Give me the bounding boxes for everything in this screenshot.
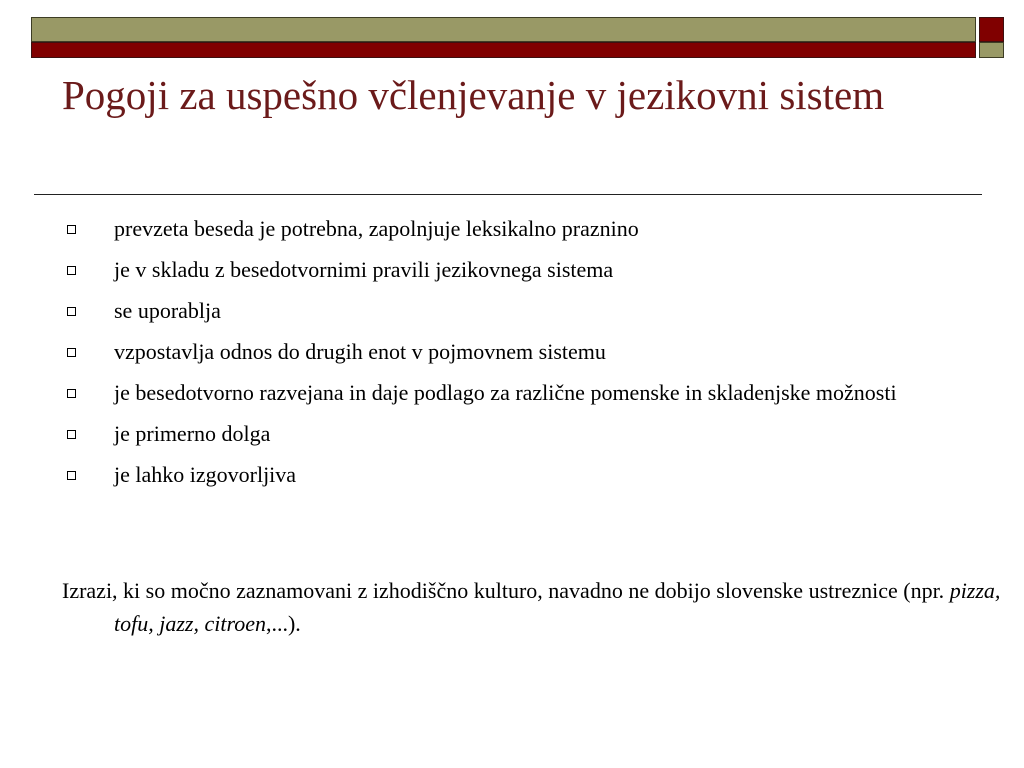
list-item xyxy=(62,417,962,450)
list-item-text: vzpostavlja odnos do drugih enot v pojmovnem sistemu xyxy=(114,339,606,364)
list-item-text: je lahko izgovorljiva xyxy=(114,462,297,487)
hollow-square-icon xyxy=(67,225,76,234)
corner-red-square xyxy=(979,17,1004,42)
list-item xyxy=(62,376,962,409)
hollow-square-icon xyxy=(67,266,76,275)
footnote-examples: pizza, tofu, jazz, citroen xyxy=(114,578,1001,636)
bullet-list xyxy=(62,212,962,499)
list-item xyxy=(62,212,962,245)
header-red-bar xyxy=(31,42,976,58)
title-divider xyxy=(34,194,982,195)
list-item-text: prevzeta beseda je potrebna, zapolnjuje leksikalno praznino xyxy=(114,216,639,241)
list-item xyxy=(62,335,962,368)
corner-olive-square xyxy=(979,42,1004,58)
hollow-square-icon xyxy=(67,471,76,480)
hollow-square-icon xyxy=(67,348,76,357)
list-item xyxy=(62,294,962,327)
slide-title: Pogoji za uspešno včlenjevanje v jezikovni sistem xyxy=(62,72,885,118)
hollow-square-icon xyxy=(67,389,76,398)
hollow-square-icon xyxy=(67,307,76,316)
hollow-square-icon xyxy=(67,430,76,439)
list-item-text: je primerno dolga xyxy=(114,421,271,446)
list-item-text: je besedotvorno razvejana in daje podlago za različne pomenske in skladenjske možnosti xyxy=(114,380,897,405)
list-item-text: se uporablja xyxy=(114,298,221,323)
list-item-text: je v skladu z besedotvornimi pravili jezikovnega sistema xyxy=(114,257,614,282)
footnote-suffix: ,...). xyxy=(265,611,301,636)
header-olive-bar xyxy=(31,17,976,42)
list-item xyxy=(62,253,962,286)
footnote-text: Izrazi, ki so močno zaznamovani z izhodiščno kulturo, navadno ne dobijo slovenske ustreznice (npr. xyxy=(62,578,950,603)
footnote-paragraph xyxy=(62,574,1014,640)
list-item xyxy=(62,458,962,491)
